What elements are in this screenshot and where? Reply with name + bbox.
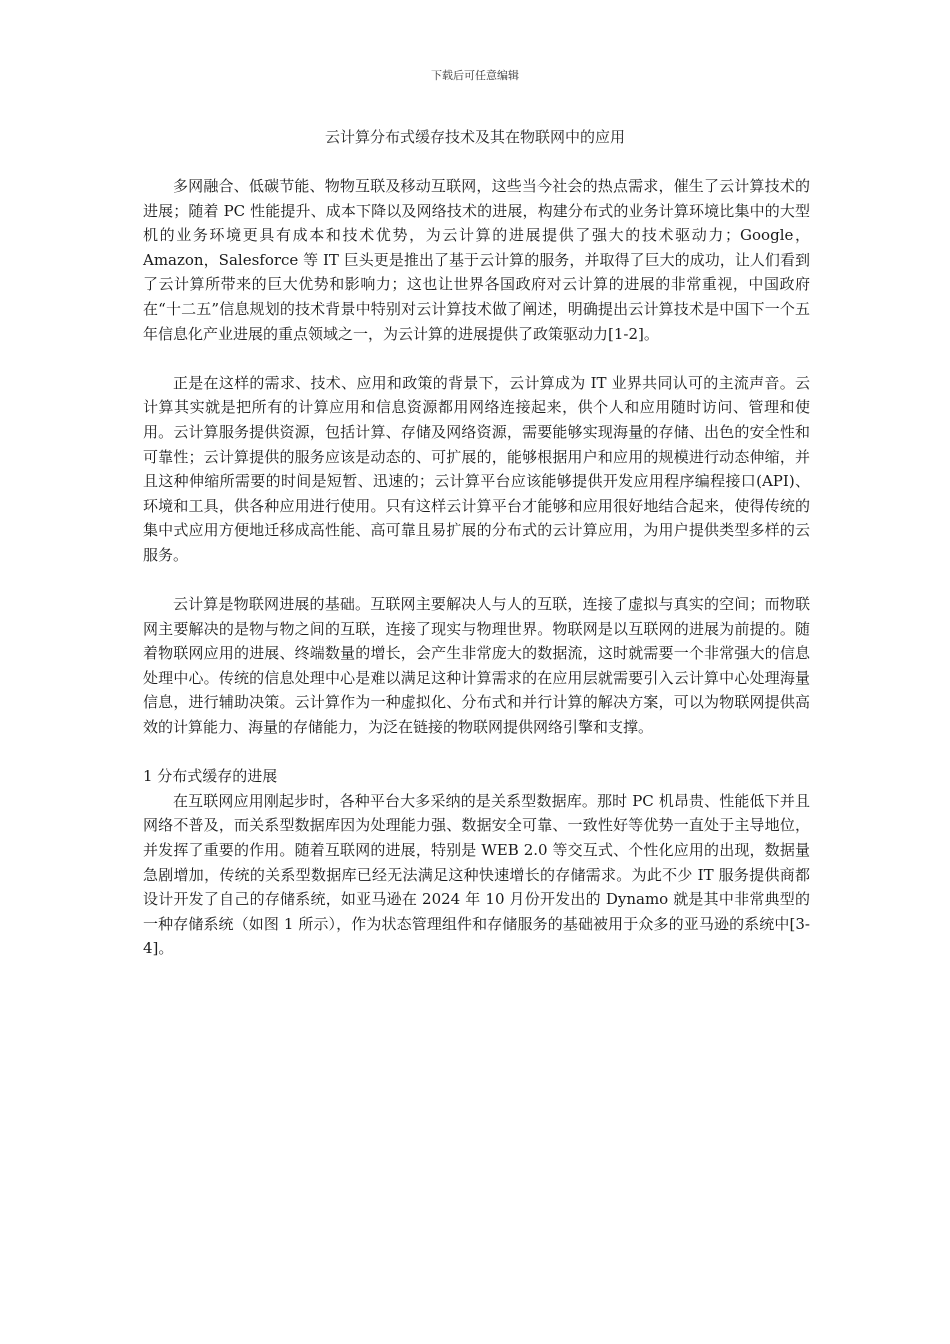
section-heading: 1 分布式缓存的进展 bbox=[143, 767, 278, 786]
paragraph-iot-basis: 云计算是物联网进展的基础。互联网主要解决人与人的互联，连接了虚拟与真实的空间；而物联网主要解决的是物与物之间的互联，连接了现实与物理世界。物联网是以互联网的进展为前提的。随着物联网应用的进展、终端数量的增长，会产生非常庞大的数据流，这时就需要一个非常强大的信息处理中心。传统的信息处理中心是难以满足这种计算需求的在应用层就需要引入云计算中心处理海量信息，进行辅助决策。云计算作为一种虚拟化、分布式和并行计算的解决方案，可以为物联网提供高效的计算能力、海量的存储能力，为泛在链接的物联网提供网络引擎和支撑。 bbox=[143, 595, 810, 737]
paragraph-background: 正是在这样的需求、技术、应用和政策的背景下，云计算成为 IT 业界共同认可的主流声音。云计算其实就是把所有的计算应用和信息资源都用网络连接起来，供个人和应用随时访问、管理和使用。云计算服务提供资源，包括计算、存储及网络资源，需要能够实现海量的存储、出色的安全性和可靠性；云计算提供的服务应该是动态的、可扩展的，能够根据用户和应用的规模进行动态伸缩，并且这种伸缩所需要的时间是短暂、迅速的；云计算平台应该能够提供开发应用程序编程接口(API)、环境和工具，供各种应用进行使用。只有这样云计算平台才能够和应用很好地结合起来，使得传统的集中式应用方便地迁移成高性能、高可靠且易扩展的分布式的云计算应用，为用户提供类型多样的云服务。 bbox=[143, 373, 810, 564]
paragraph-spacer bbox=[143, 568, 810, 593]
header-note: 下载后可任意编辑 bbox=[431, 69, 519, 82]
document-body bbox=[143, 174, 810, 961]
paragraph-spacer bbox=[143, 740, 810, 765]
paragraph-intro: 多网融合、低碳节能、物物互联及移动互联网，这些当今社会的热点需求，催生了云计算技术的进展；随着 PC 性能提升、成本下降以及网络技术的进展，构建分布式的业务计算环境比集中的大型机的业务环境更具有成本和技术优势，为云计算的进展提供了强大的技术驱动力；Google，Amazon，Salesforce 等 IT 巨头更是推出了基于云计算的服务，并取得了巨大的成功，让人们看到了云计算所带来的巨大优势和影响力；这也让世界各国政府对云计算的进展的非常重视，中国政府在“十二五”信息规划的技术背景中特别对云计算技术做了阐述，明确提出云计算技术是中国下一个五年信息化产业进展的重点领域之一，为云计算的进展提供了政策驱动力[1-2]。 bbox=[143, 177, 810, 343]
paragraph-section-1: 在互联网应用刚起步时，各种平台大多采纳的是关系型数据库。那时 PC 机昂贵、性能低下并且网络不普及，而关系型数据库因为处理能力强、数据安全可靠、一致性好等优势一直处于主导地位，并发挥了重要的作用。随着互联网的进展，特别是 WEB 2.0 等交互式、个性化应用的出现，数据量急剧增加，传统的关系型数据库已经无法满足这种快速增长的存储需求。为此不少 IT 服务提供商都设计开发了自己的存储系统，如亚马逊在 2024 年 10 月份开发出的 Dynamo 就是其中非常典型的一种存储系统（如图 1 所示），作为状态管理组件和存储服务的基础被用于众多的亚马逊的系统中[3-4]。 bbox=[143, 791, 810, 958]
document-title: 云计算分布式缓存技术及其在物联网中的应用 bbox=[324, 128, 625, 146]
paragraph-spacer bbox=[143, 346, 810, 371]
